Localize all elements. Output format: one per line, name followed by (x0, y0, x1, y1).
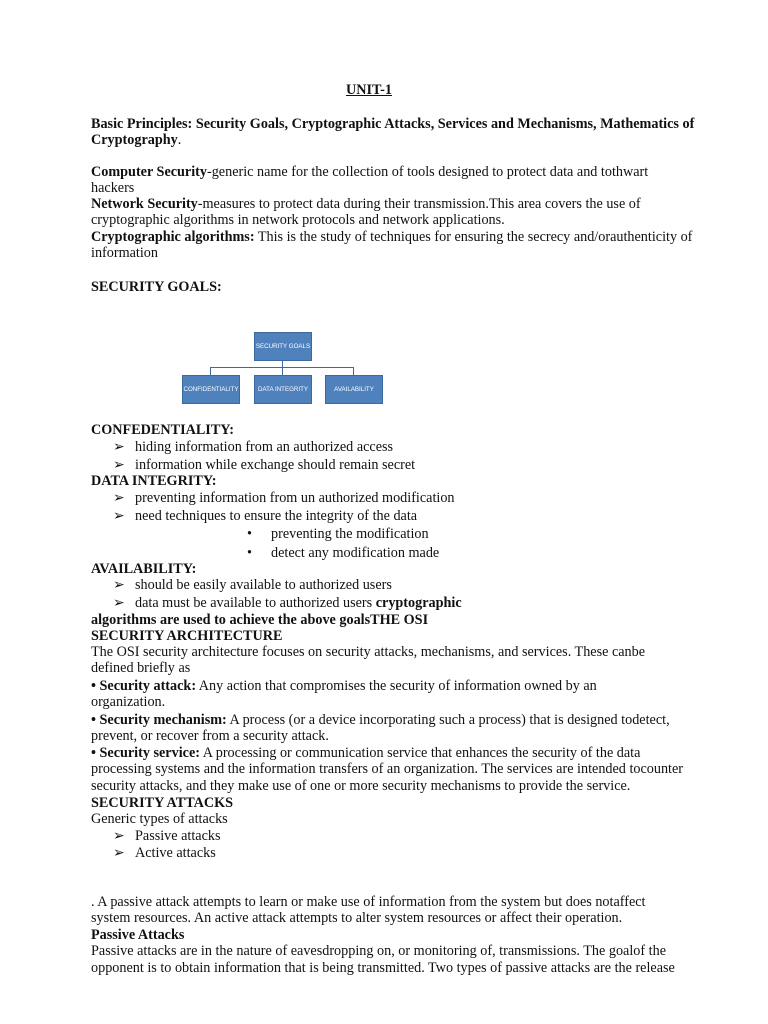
intro-heading-period: . (177, 132, 182, 148)
computer-security-term: Computer Security (91, 164, 207, 180)
diagram-box-availability: AVAILABILITY (325, 375, 383, 404)
network-security-term: Network Security (91, 196, 198, 212)
security-service-definition-line3: security attacks, and they make use of one or more security mechanisms to provide the service. (91, 778, 631, 794)
data-integrity-subitem: • preventing the modification (247, 526, 429, 542)
security-service-definition: • Security service: A processing or communication service that enhances the security of the data (91, 745, 641, 761)
network-security-text: -measures to protect data during their transmission.This area covers the use of (197, 196, 641, 212)
confidentiality-item: ➢ information while exchange should remain secret (113, 457, 416, 473)
network-security-line2: cryptographic algorithms in network protocols and network applications. (91, 212, 505, 228)
computer-security-line1 (91, 164, 648, 180)
availability-item: ➢ should be easily available to authorized users (113, 577, 392, 593)
security-mechanism-definition: • Security mechanism: A process (or a device incorporating such a process) that is designed todetect, (91, 712, 670, 728)
arrow-bullet-icon: ➢ (113, 845, 125, 861)
security-service-term: • Security service: (91, 745, 200, 761)
arrow-bullet-icon: ➢ (113, 490, 125, 506)
generic-attacks-text: Generic types of attacks (91, 811, 228, 827)
diagram-box-data-integrity: DATA INTEGRITY (254, 375, 312, 404)
security-service-definition-line2: processing systems and the information transfers of an organization. The services are intended tocounter (91, 761, 684, 777)
data-integrity-subitem: • detect any modification made (247, 545, 440, 561)
arrow-bullet-icon: ➢ (113, 595, 125, 611)
availability-item: ➢ data must be available to authorized users cryptographic (113, 595, 462, 611)
security-attack-definition-line2: organization. (91, 694, 166, 710)
passive-attacks-line1: Passive attacks are in the nature of eavesdropping on, or monitoring of, transmissions. The goalof the (91, 943, 666, 959)
intro-heading-line1: Basic Principles: Security Goals, Cryptographic Attacks, Services and Mechanisms, Mathematics of (91, 116, 695, 132)
crypto-algorithms-line1 (91, 229, 692, 245)
arrow-bullet-icon: ➢ (113, 457, 125, 473)
diagram-box-confidentiality: CONFIDENTIALITY (182, 375, 240, 404)
data-integrity-item: ➢ need techniques to ensure the integrity of the data (113, 508, 418, 524)
computer-security-line2: hackers (91, 180, 135, 196)
diagram-connector-middle (282, 367, 283, 375)
crypto-algorithms-term: Cryptographic algorithms: (91, 229, 255, 245)
attacks-paragraph-line1: . A passive attack attempts to learn or make use of information from the system but does notaffect (91, 894, 646, 910)
computer-security-text: -generic name for the collection of tools designed to protect data and tothwart (206, 164, 649, 180)
arrow-bullet-icon: ➢ (113, 508, 125, 524)
arrow-bullet-icon: ➢ (113, 577, 125, 593)
network-security-line1 (91, 196, 641, 212)
security-architecture-heading: SECURITY ARCHITECTURE (91, 628, 283, 644)
data-integrity-heading: DATA INTEGRITY: (91, 473, 217, 489)
data-integrity-item: ➢ preventing information from un authorized modification (113, 490, 455, 506)
dot-bullet-icon: • (247, 545, 252, 561)
confidentiality-item: ➢ hiding information from an authorized access (113, 439, 394, 455)
dot-bullet-icon: • (247, 526, 252, 542)
passive-attacks-heading: Passive Attacks (91, 927, 185, 943)
architecture-text-line2: defined briefly as (91, 660, 191, 676)
security-mechanism-term: • Security mechanism: (91, 712, 227, 728)
availability-continuation: algorithms are used to achieve the above goalsTHE OSI (91, 612, 429, 628)
confidentiality-heading: CONFEDENTIALITY: (91, 422, 234, 438)
availability-heading: AVAILABILITY: (91, 561, 197, 577)
diagram-connector-left (210, 367, 211, 375)
diagram-root-box: SECURITY GOALS (254, 332, 312, 361)
security-mechanism-definition-line2: prevent, or recover from a security attack. (91, 728, 329, 744)
passive-attacks-line2: opponent is to obtain information that is being transmitted. Two types of passive attacks are the release (91, 960, 675, 976)
attack-type-item: ➢ Passive attacks (113, 828, 221, 844)
security-attacks-heading: SECURITY ATTACKS (91, 795, 234, 811)
architecture-text-line1: The OSI security architecture focuses on security attacks, mechanisms, and services. These canbe (91, 644, 646, 660)
intro-heading-line2 (91, 132, 181, 148)
security-attack-term: • Security attack: (91, 678, 197, 694)
attacks-paragraph-line2: system resources. An active attack attempts to alter system resources or affect their operation. (91, 910, 623, 926)
crypto-algorithms-text: This is the study of techniques for ensuring the secrecy and/orauthenticity of (254, 229, 693, 245)
arrow-bullet-icon: ➢ (113, 439, 125, 455)
arrow-bullet-icon: ➢ (113, 828, 125, 844)
intro-heading-cryptography: Cryptography (91, 132, 178, 148)
security-attack-definition: • Security attack: Any action that compromises the security of information owned by an (91, 678, 597, 694)
attack-type-item: ➢ Active attacks (113, 845, 216, 861)
unit-title: UNIT-1 (346, 82, 392, 98)
diagram-connector-right (353, 367, 354, 375)
crypto-algorithms-line2: information (91, 245, 158, 261)
security-goals-heading: SECURITY GOALS: (91, 279, 222, 295)
